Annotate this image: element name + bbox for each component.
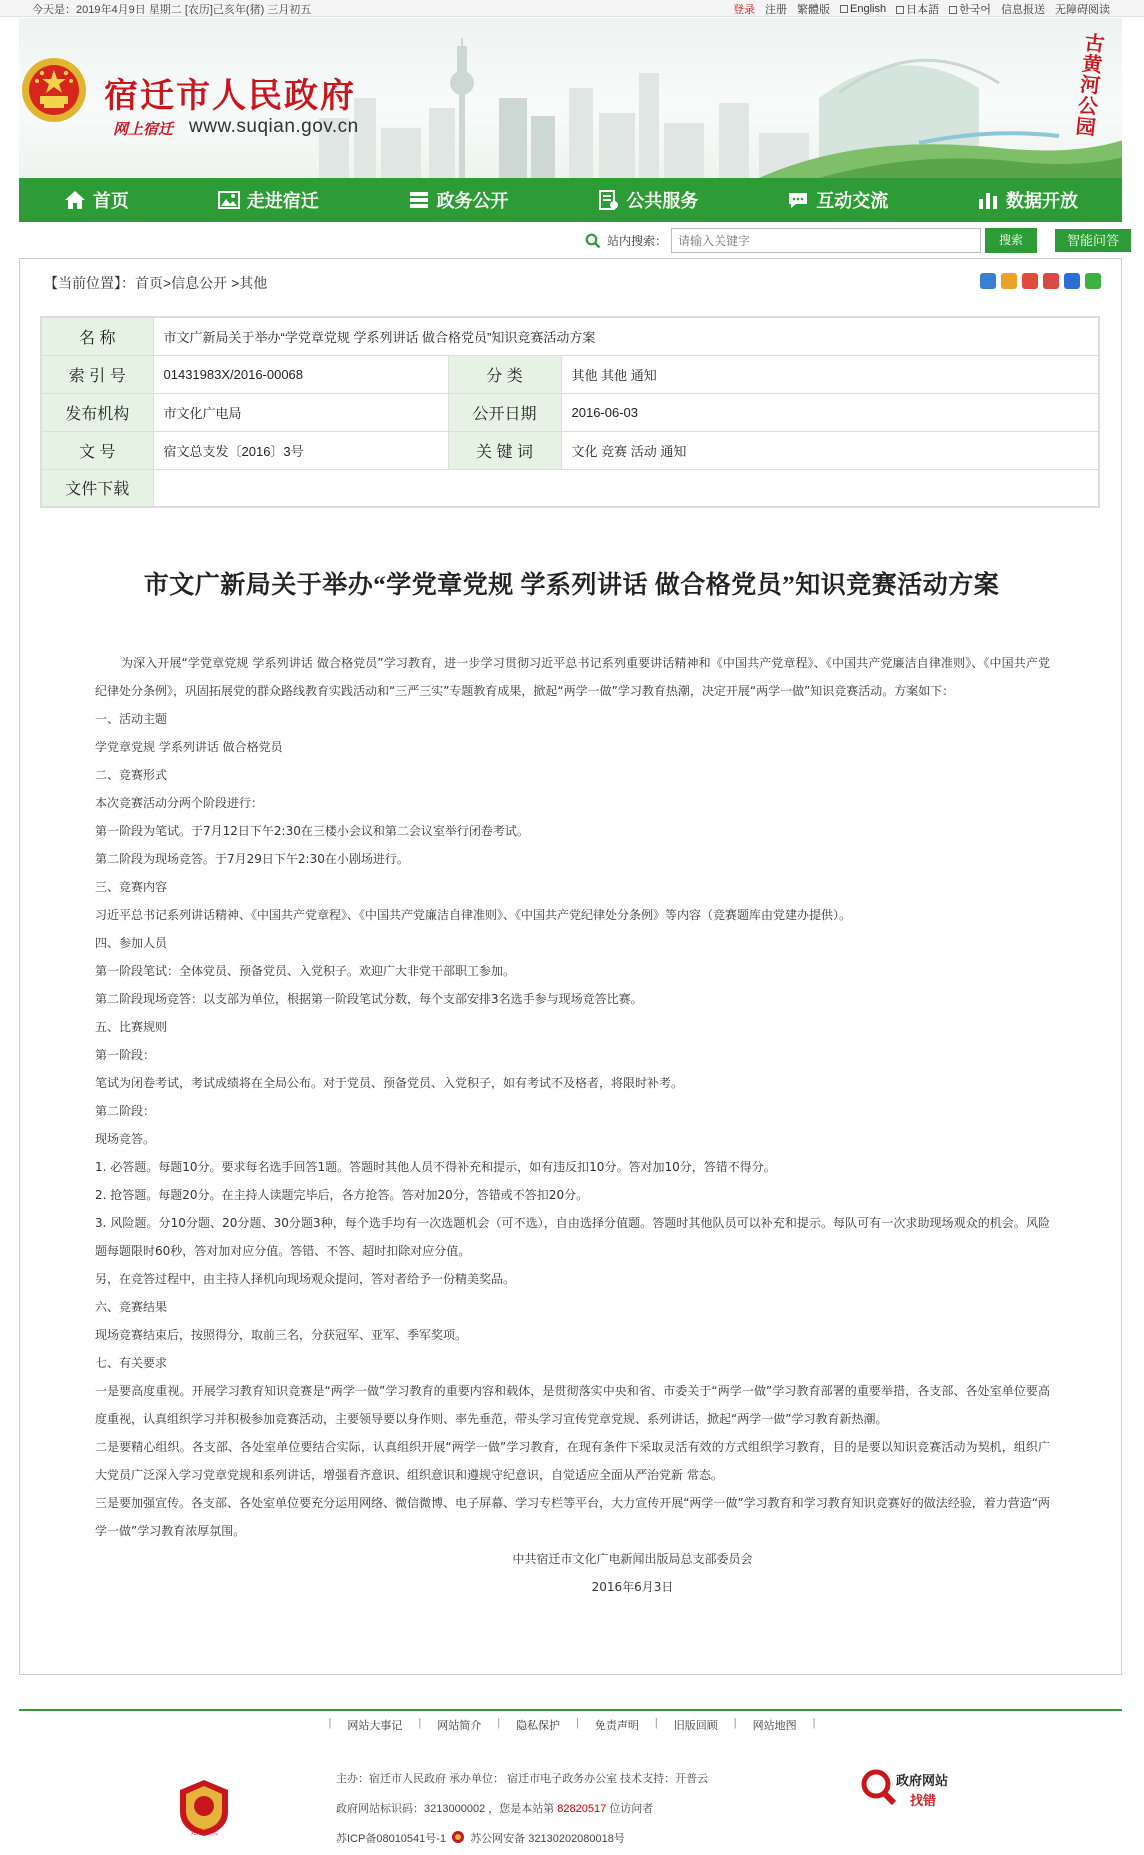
square-icon — [896, 6, 904, 14]
icp-link[interactable]: 苏ICP备08010541号-1 — [336, 1833, 447, 1845]
picture-icon — [217, 189, 241, 211]
japanese-link[interactable]: 日本語 — [896, 1, 939, 17]
share-plus-icon[interactable] — [980, 273, 996, 289]
article-title: 市文广新局关于举办“学党章党规 学系列讲话 做合格党员”知识竞赛活动方案 — [143, 572, 1000, 599]
meta-docno-key: 文 号 — [41, 431, 153, 469]
meta-keywords-key: 关 键 词 — [448, 431, 561, 469]
chat-icon — [786, 189, 810, 211]
article-line: 学党章党规 学系列讲话 做合格党员 — [95, 740, 283, 754]
current-date: 今天是：2019年4月9日 星期二 [农历]己亥年(猪) 三月初五 — [32, 4, 312, 16]
meta-index-key: 索 引 号 — [41, 355, 153, 393]
document-icon — [596, 189, 620, 211]
meta-date-value: 2016-06-03 — [561, 393, 1099, 431]
nav-item-public-service[interactable]: 公共服务 — [596, 187, 698, 213]
breadcrumb-label: 【当前位置】： — [44, 275, 135, 291]
square-icon — [840, 5, 848, 13]
login-link[interactable]: 登录 — [733, 4, 756, 16]
article-line: 一、活动主题 — [95, 712, 168, 726]
footer-link-about[interactable]: 网站简介 — [437, 1720, 482, 1732]
meta-download-value — [153, 469, 1099, 507]
article-body — [95, 649, 1050, 1601]
footer-link-history[interactable]: 网站大事记 — [347, 1720, 403, 1732]
nav-item-government-affairs[interactable]: 政务公开 — [407, 187, 509, 213]
footer-link-old-version[interactable]: 旧版回顾 — [673, 1720, 718, 1732]
article-line: 现场竞答。 — [95, 1132, 156, 1146]
city-skyline-illustration — [299, 38, 1122, 178]
article-line: 四、参加人员 — [95, 936, 168, 950]
article-line: 六、竞赛结果 — [95, 1300, 168, 1314]
top-links — [733, 1, 1110, 17]
article-intro: 为深入开展“学党章党规 学系列讲话 做合格党员”学习教育，进一步学习贯彻习近平总书记系列重要讲话精神和《中国共产党章程》、《中国共产党廉洁自律准则》、《中国共产党纪律处分条例》，巩固拓展党的群众路线教育实践活动和“三严三实”专题教育成果，掀起“两学一做”学习教育热潮，决定开展“两学一做”知识竞赛活动。方案如下： — [95, 656, 1050, 698]
site-header — [19, 18, 1122, 178]
badge-right-title: 政府网站 — [896, 1773, 949, 1788]
content-panel — [19, 258, 1122, 1675]
breadcrumb-path[interactable]: 首页>信息公开 >其他 — [135, 275, 268, 291]
report-error-badge[interactable] — [858, 1762, 968, 1812]
article-line: 1. 必答题。每题10分。要求每名选手回答1题。答题时其他人员不得补充和提示，如有违反扣10分。答对加10分，答错不得分。 — [95, 1160, 776, 1174]
park-seal-text: 古黄河公园 — [1074, 32, 1106, 140]
site-name: 宿迁市人民政府 — [104, 78, 356, 115]
article-line: 习近平总书记系列讲话精神、《中国共产党章程》、《中国共产党廉洁自律准则》、《中国共产党纪律处分条例》等内容（竞赛题库由党建办提供）。 — [95, 908, 852, 922]
police-badge-icon — [451, 1830, 465, 1844]
article-line: 3. 风险题。分10分题、20分题、30分题3种，每个选手均有一次选题机会（可不选），自由选择分值题。答题时其他队员可以补充和提示。每队可有一次求助现场观众的机会。风险题每题限时60秒，答对加对应分值。答错、不答、超时扣除对应分值。 — [95, 1216, 1050, 1258]
magnifier-icon — [858, 1766, 898, 1806]
search-icon — [585, 233, 601, 249]
nav-item-open-data[interactable]: 数据开放 — [976, 187, 1078, 213]
share-tencent-icon[interactable] — [1064, 273, 1080, 289]
nav-item-about-suqian[interactable]: 走进宿迁 — [217, 187, 319, 213]
meta-org-key: 发布机构 — [41, 393, 153, 431]
nav-item-home[interactable]: 首页 — [63, 187, 129, 213]
traditional-chinese-link[interactable]: 繁體版 — [797, 4, 831, 16]
article-line: 现场竞赛结束后，按照得分，取前三名，分获冠军、亚军、季军奖项。 — [95, 1328, 468, 1342]
footer-link-disclaimer[interactable]: 免责声明 — [594, 1720, 639, 1732]
meta-download-key: 文件下载 — [41, 469, 153, 507]
article-line: 第一阶段为笔试。于7月12日下午2:30在三楼小会议和第二会议室举行闭卷考试。 — [95, 824, 529, 838]
english-link[interactable]: English — [840, 3, 886, 15]
search-label: 站内搜索： — [607, 234, 668, 248]
police-record-link[interactable]: 苏公网安备 32130202080018号 — [470, 1833, 625, 1845]
national-emblem-icon — [20, 56, 88, 124]
meta-keywords-value: 文化 竞赛 活动 通知 — [561, 431, 1099, 469]
meta-org-value: 市文化广电局 — [153, 393, 448, 431]
badge-left-text: 党政机关 — [190, 1828, 218, 1836]
footer-link-sitemap[interactable]: 网站地图 — [752, 1720, 797, 1732]
meta-name-value: 市文广新局关于举办“学党章党规 学系列讲话 做合格党员”知识竞赛活动方案 — [153, 317, 1099, 355]
breadcrumb — [44, 273, 267, 293]
footer-host-line: 主办：宿迁市人民政府 承办单位： 宿迁市电子政务办公室 技术支持：开普云 — [336, 1773, 709, 1785]
bar-chart-icon — [976, 189, 1000, 211]
footer-link-privacy[interactable]: 隐私保护 — [516, 1720, 561, 1732]
top-bar — [0, 0, 1144, 17]
meta-name-key: 名 称 — [41, 317, 153, 355]
site-slogan: 网上宿迁 — [113, 122, 174, 138]
article-line: 第一阶段： — [95, 1048, 156, 1062]
share-wechat-icon[interactable] — [1085, 273, 1101, 289]
article-line: 第二阶段： — [95, 1104, 156, 1118]
article-line: 第二阶段为现场竞答。于7月29日下午2:30在小剧场进行。 — [95, 852, 409, 866]
korean-link[interactable]: 한국어 — [949, 1, 991, 17]
article-signature: 中共宿迁市文化广电新闻出版局总支部委员会 — [512, 1552, 753, 1566]
search-input[interactable] — [671, 228, 981, 253]
article-line: 三是要加强宣传。各支部、各处室单位要充分运用网络、微信微博、电子屏幕、学习专栏等平台，大力宣传开展“两学一做”学习教育和学习教育知识竞赛好的做法经验，着力营造“两学一做”学习教育浓厚氛围。 — [95, 1496, 1050, 1538]
meta-date-key: 公开日期 — [448, 393, 561, 431]
article-sign-date: 2016年6月3日 — [591, 1580, 674, 1594]
meta-category-value: 其他 其他 通知 — [561, 355, 1099, 393]
accessibility-link[interactable]: 无障碍阅读 — [1055, 4, 1110, 16]
article-line: 一是要高度重视。开展学习教育知识竞赛是“两学一做”学习教育的重要内容和载体，是贯彻落实中央和省、市委关于“两学一做”学习教育部署的重要举措，各支部、各处室单位要高度重视，认真组织学习并积极参加竞赛活动，主要领导要以身作则、率先垂范，带头学习宣传党章党规、系列讲话，掀起“两学一做”学习教育新热潮。 — [95, 1384, 1050, 1426]
list-icon — [407, 189, 431, 211]
footer-divider — [19, 1709, 1122, 1711]
meta-category-key: 分 类 — [448, 355, 561, 393]
info-report-link[interactable]: 信息报送 — [1001, 4, 1045, 16]
search-button[interactable]: 搜索 — [985, 228, 1037, 253]
article-line: 另，在竞答过程中，由主持人择机向现场观众提问，答对者给予一份精美奖品。 — [95, 1272, 516, 1286]
register-link[interactable]: 注册 — [765, 4, 788, 16]
share-qzone-icon[interactable] — [1001, 273, 1017, 289]
article-line: 笔试为闭卷考试，考试成绩将在全局公布。对于党员、预备党员、入党积子，如有考试不及格者，将限时补考。 — [95, 1076, 684, 1090]
article-line: 第一阶段笔试：全体党员、预备党员、入党积子。欢迎广大非党干部职工参加。 — [95, 964, 516, 978]
document-meta-table — [40, 316, 1100, 508]
home-icon — [63, 189, 87, 211]
share-bar — [980, 273, 1101, 289]
site-domain: www.suqian.gov.cn — [189, 116, 359, 137]
article-line: 三、竞赛内容 — [95, 880, 168, 894]
footer-links: | 网站大事记 | 网站简介 | 隐私保护 | 免责声明 | 旧版回顾 | 网站地图 | — [328, 1717, 816, 1732]
main-nav — [19, 178, 1122, 222]
article-line: 七、有关要求 — [95, 1356, 168, 1370]
party-government-badge-icon — [176, 1778, 232, 1838]
article-lines — [95, 705, 1050, 1545]
smart-qa-button[interactable]: 智能问答 — [1055, 229, 1131, 252]
meta-index-value: 01431983X/2016-00068 — [153, 355, 448, 393]
meta-docno-value: 宿文总支发〔2016〕3号 — [153, 431, 448, 469]
share-renren-icon[interactable] — [1043, 273, 1059, 289]
article-line: 二是要精心组织。各支部、各处室单位要结合实际，认真组织开展“两学一做”学习教育，在现有条件下采取灵活有效的方式组织学习教育，目的是要以知识竞赛活动为契机，组织广大党员广泛深入学习党章党规和系列讲话，增强看齐意识、组织意识和遵规守纪意识，自觉适应全面从严治党新 常态。 — [95, 1440, 1050, 1482]
article-line: 二、竞赛形式 — [95, 768, 168, 782]
article-line: 五、比赛规则 — [95, 1020, 168, 1034]
article-line: 第二阶段现场竞答：以支部为单位，根据第一阶段笔试分数，每个支部安排3名选手参与现场竞答比赛。 — [95, 992, 643, 1006]
visitor-count: 82820517 — [557, 1803, 607, 1815]
article-line: 2. 抢答题。每题20分。在主持人读题完毕后，各方抢答。答对加20分，答错或不答扣20分。 — [95, 1188, 589, 1202]
share-weibo-icon[interactable] — [1022, 273, 1038, 289]
nav-item-interaction[interactable]: 互动交流 — [786, 187, 888, 213]
footer-id-line: 政府网站标识码：3213000002 ，您是本站第 82820517 位访问者 — [336, 1803, 654, 1815]
badge-right-action: 找错 — [910, 1793, 937, 1808]
article-line: 本次竞赛活动分两个阶段进行： — [95, 796, 264, 810]
site-search — [585, 228, 1131, 253]
footer-info — [336, 1764, 708, 1854]
footer-icp-line — [336, 1824, 708, 1854]
square-icon — [949, 6, 957, 14]
